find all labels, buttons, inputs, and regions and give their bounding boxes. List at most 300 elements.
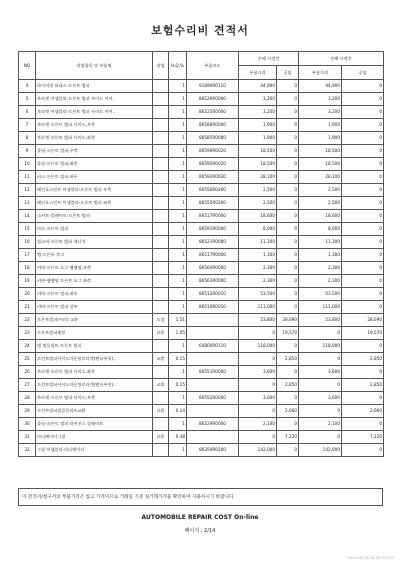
row-hq: 0.15 [169, 379, 187, 392]
row-before-parts: 2,500 [239, 184, 277, 197]
row-code: 86591R0000 [187, 223, 239, 236]
table-row [19, 249, 384, 262]
row-item: 업소버-프론트 범퍼 에너지 [36, 236, 153, 249]
row-after-parts: 0 [299, 379, 342, 392]
row-work: 교환 [153, 353, 169, 366]
row-work [153, 392, 169, 405]
row-before-labor: 0 [277, 106, 299, 119]
row-before-parts: 0 [239, 353, 277, 366]
row-after-parts: 1,900 [299, 119, 342, 132]
estimate-table [18, 51, 384, 457]
price-notice: 이 견적서/청구서의 부품가격은 참고 가격이므로 거래일 기준 실거래가격을 확인하여 사용하시기 바랍니다. [18, 488, 383, 506]
row-after-parts: 1,900 [299, 132, 342, 145]
row-after-parts: 142,000 [299, 444, 342, 457]
row-after-labor: 0 [342, 288, 384, 301]
row-before-labor: 0 [277, 444, 299, 457]
row-before-parts: 18,500 [239, 145, 277, 158]
row-after-labor: 0 [342, 340, 384, 353]
row-before-labor: 2,850 [277, 379, 299, 392]
row-item: 브라켓-프론트 범퍼 사이드,우측 [36, 119, 153, 132]
row-before-labor: 0 [277, 392, 299, 405]
row-after-parts: 28,100 [299, 171, 342, 184]
row-after-parts: 2,300 [299, 262, 342, 275]
row-before-labor: 0 [277, 197, 299, 210]
header-hq: H,Q,% [169, 52, 187, 80]
row-after-parts: 18,600 [299, 210, 342, 223]
row-after-labor: 0 [342, 444, 384, 457]
row-before-labor: 0 [277, 366, 299, 379]
row-code [187, 353, 239, 366]
row-work [153, 145, 169, 158]
row-before-parts: 118,000 [239, 340, 277, 353]
row-code: 86555R0200 [187, 197, 239, 210]
table-row [19, 431, 384, 444]
row-before-labor: 0 [277, 340, 299, 353]
row-after-labor: 2,850 [342, 379, 384, 392]
row-after-labor: 0 [342, 158, 384, 171]
row-after-parts: 18,500 [299, 158, 342, 171]
row-before-parts: 3,200 [239, 106, 277, 119]
row-item: 프론트범퍼(어퍼) 교환 [36, 314, 153, 327]
row-item: 라디에이터그릴 [36, 431, 153, 444]
row-work: 교환 [153, 327, 169, 340]
table-row [19, 366, 384, 379]
header-before: 손해 사정전 [239, 52, 299, 66]
row-before-labor: 0 [277, 301, 299, 314]
row-code: 91890R0110 [187, 80, 239, 93]
row-work [153, 301, 169, 314]
row-item: 하이어링 하네스-프론트 범퍼 [36, 80, 153, 93]
row-after-labor: 2,660 [342, 405, 384, 418]
row-before-parts: 2,500 [239, 197, 277, 210]
row-code: 86552R0000 [187, 392, 239, 405]
row-before-parts: 111,000 [239, 301, 277, 314]
row-code: 86556R0200 [187, 184, 239, 197]
row-code: 86529R0000 [187, 418, 239, 431]
row-before-labor: 0 [277, 93, 299, 106]
row-before-parts: 0 [239, 431, 277, 444]
row-before-parts: 44,900 [239, 80, 277, 93]
table-row [19, 262, 384, 275]
row-work [153, 340, 169, 353]
row-code: 86592R0020 [187, 171, 239, 184]
row-before-parts: 1,300 [239, 249, 277, 262]
row-no: 21 [19, 301, 36, 314]
row-hq: 0.15 [169, 353, 187, 366]
page-number: 페이지 : 2/14 [184, 528, 216, 534]
row-no: 14 [19, 210, 36, 223]
row-hq: 1 [169, 366, 187, 379]
row-after-labor: 28,690 [342, 314, 384, 327]
row-before-labor: 0 [277, 119, 299, 132]
row-work: 도장 [153, 314, 169, 327]
row-item: 커버-프론트 범퍼,좌우 [36, 288, 153, 301]
row-after-parts: 0 [299, 327, 342, 340]
row-no: 26 [19, 366, 36, 379]
row-after-labor: 0 [342, 210, 384, 223]
row-item: 브라켓-프론트 범퍼 사이드,좌측 [36, 132, 153, 145]
row-work: 교환 [153, 405, 169, 418]
row-before-parts: 53,500 [239, 288, 277, 301]
row-hq: 1 [169, 210, 187, 223]
row-code: 86350R0200 [187, 444, 239, 457]
row-item: 피스-프론트 범퍼,좌우 [36, 171, 153, 184]
header-after: 손해 사정후 [299, 52, 384, 66]
row-after-labor: 0 [342, 197, 384, 210]
row-no: 22 [19, 314, 36, 327]
row-code [187, 314, 239, 327]
row-after-labor: 0 [342, 366, 384, 379]
header-after-parts: 부품가격 [299, 66, 342, 80]
row-code [187, 379, 239, 392]
row-work [153, 132, 169, 145]
row-after-parts: 2,100 [299, 418, 342, 431]
row-hq: 1 [169, 301, 187, 314]
row-no: 16 [19, 236, 36, 249]
row-before-labor: 0 [277, 418, 299, 431]
table-row [19, 197, 384, 210]
row-code: 86596R0020 [187, 145, 239, 158]
row-before-labor: 7,220 [277, 431, 299, 444]
row-item: 몰딩-프론트 범퍼,좌측 [36, 158, 153, 171]
row-no: 24 [19, 340, 36, 353]
row-after-parts: 53,500 [299, 288, 342, 301]
row-hq: 1 [169, 80, 187, 93]
row-work [153, 366, 169, 379]
row-hq: 1 [169, 197, 187, 210]
row-code: 86517R0000 [187, 210, 239, 223]
table-row [19, 171, 384, 184]
table-row [19, 418, 384, 431]
row-item: 프런트범퍼사이드마운팅브라켓(펜더부착).. [36, 353, 153, 366]
header-work: 작업 [153, 52, 169, 80]
row-work [153, 418, 169, 431]
row-after-labor: 0 [342, 80, 384, 93]
table-row [19, 223, 384, 236]
row-hq: 1 [169, 249, 187, 262]
row-before-labor: 0 [277, 80, 299, 93]
row-after-parts: 3,200 [299, 93, 342, 106]
row-item: 프런트범퍼사이드마운팅브라켓(펜더부착).. [36, 379, 153, 392]
row-item: 프런트범퍼빔콤플리트교환 [36, 405, 153, 418]
row-after-parts: 18,500 [299, 145, 342, 158]
row-before-labor: 0 [277, 236, 299, 249]
row-no: 20 [19, 288, 36, 301]
row-code: 86586R0000 [187, 119, 239, 132]
row-after-parts: 0 [299, 353, 342, 366]
row-item: 몰딩-프론트 범퍼,우측 [36, 145, 153, 158]
footer-title: AUTOMOBILE REPAIR COST On-line [141, 514, 259, 521]
row-before-labor: 0 [277, 262, 299, 275]
row-hq: 0.14 [169, 405, 187, 418]
row-before-parts: 8,000 [239, 223, 277, 236]
row-before-labor: 0 [277, 223, 299, 236]
row-no: 25 [19, 353, 36, 366]
row-item: 라프-프론트 범퍼 [36, 223, 153, 236]
table-row [19, 184, 384, 197]
row-hq: 1 [169, 392, 187, 405]
row-hq: 1 [169, 145, 187, 158]
row-no: 18 [19, 262, 36, 275]
row-no: 11 [19, 171, 36, 184]
row-code: 86521R0000 [187, 236, 239, 249]
row-after-parts: 111,000 [299, 301, 342, 314]
row-no: 32 [19, 444, 36, 457]
row-work [153, 158, 169, 171]
row-before-labor: 19,570 [277, 327, 299, 340]
row-after-labor: 7,220 [342, 431, 384, 444]
row-after-parts: 0 [299, 431, 342, 444]
row-work [153, 236, 169, 249]
header-item: 작업항목 및 부품명 [36, 52, 153, 80]
row-item: 프론트범퍼패킹 [36, 327, 153, 340]
row-work: 교환 [153, 431, 169, 444]
row-no: 13 [19, 197, 36, 210]
row-after-parts: 53,800 [299, 314, 342, 327]
row-before-labor: 2,850 [277, 353, 299, 366]
row-no: 30 [19, 418, 36, 431]
row-hq: 1 [169, 275, 187, 288]
row-no: 12 [19, 184, 36, 197]
row-item: 스커트-플레이트-프론트 범퍼 [36, 210, 153, 223]
row-hq: 1 [169, 132, 187, 145]
row-hq: 1 [169, 288, 187, 301]
row-before-labor: 0 [277, 145, 299, 158]
print-timestamp: 2024-08-16 16:40:52 KST [347, 556, 394, 560]
table-row [19, 275, 384, 288]
row-no: 29 [19, 405, 36, 418]
row-work [153, 106, 169, 119]
row-after-labor: 0 [342, 132, 384, 145]
row-after-parts: 3,600 [299, 366, 342, 379]
row-after-parts: 11,300 [299, 236, 342, 249]
row-before-parts: 28,100 [239, 171, 277, 184]
row-after-parts: 44,900 [299, 80, 342, 93]
row-before-parts: 0 [239, 327, 277, 340]
row-before-parts: 2,100 [239, 418, 277, 431]
row-code: 86564R0000 [187, 262, 239, 275]
table-row [19, 132, 384, 145]
row-after-labor: 0 [342, 275, 384, 288]
row-after-labor: 0 [342, 119, 384, 132]
header-before-labor: 공임 [277, 66, 299, 80]
row-item: 브라켓 어셈블리-프론트 범퍼 사이드 이어.. [36, 93, 153, 106]
row-work: 교환 [153, 379, 169, 392]
row-item: 캡-프론트 후크 [36, 249, 153, 262]
row-after-parts: 8,000 [299, 223, 342, 236]
row-hq: 1 [169, 418, 187, 431]
row-hq: 1.51 [169, 314, 187, 327]
table-row [19, 353, 384, 366]
table-row [19, 158, 384, 171]
row-after-labor: 0 [342, 145, 384, 158]
row-code: 86551R0000 [187, 366, 239, 379]
row-before-parts: 18,500 [239, 158, 277, 171]
row-after-labor: 0 [342, 184, 384, 197]
row-no: 31 [19, 431, 36, 444]
row-after-parts: 2,500 [299, 184, 342, 197]
row-hq: 1 [169, 444, 187, 457]
row-item: 커버-프론트 포그 램램핑,우측 [36, 262, 153, 275]
row-before-parts: 53,800 [239, 314, 277, 327]
row-before-parts: 2,300 [239, 275, 277, 288]
row-before-parts: 0 [239, 379, 277, 392]
row-hq: 1 [169, 119, 187, 132]
row-no: 19 [19, 275, 36, 288]
table-row [19, 392, 384, 405]
row-code: 86510R0010 [187, 301, 239, 314]
row-after-labor: 0 [342, 93, 384, 106]
row-hq: 1 [169, 93, 187, 106]
table-body [19, 80, 384, 457]
row-after-parts: 2,300 [299, 275, 342, 288]
row-after-labor: 0 [342, 106, 384, 119]
row-code: 86526R0000 [187, 93, 239, 106]
row-before-parts: 142,000 [239, 444, 277, 457]
table-row [19, 301, 384, 314]
row-code: 86517R0000 [187, 249, 239, 262]
header-before-parts: 부품가격 [239, 66, 277, 80]
row-code [187, 405, 239, 418]
row-before-labor: 0 [277, 288, 299, 301]
row-code: 86595R0020 [187, 158, 239, 171]
row-no: 5 [19, 93, 36, 106]
row-after-labor: 2,850 [342, 353, 384, 366]
row-work [153, 262, 169, 275]
row-work [153, 171, 169, 184]
row-after-parts: 1,300 [299, 249, 342, 262]
row-hq: 0.38 [169, 431, 187, 444]
table-row [19, 93, 384, 106]
table-row [19, 444, 384, 457]
row-item: 몰딩-프론트 범퍼 라이선스 플레이트 [36, 418, 153, 431]
row-before-parts: 3,200 [239, 93, 277, 106]
row-item: 브라켓-프론트 범퍼 사이드,우측 [36, 392, 153, 405]
header-after-labor: 공임 [342, 66, 384, 80]
row-before-labor: 0 [277, 171, 299, 184]
row-work [153, 197, 169, 210]
table-row [19, 145, 384, 158]
row-after-parts: 3,200 [299, 106, 342, 119]
row-after-labor: 0 [342, 262, 384, 275]
row-code: 86585R0000 [187, 132, 239, 145]
row-no: 7 [19, 119, 36, 132]
row-after-labor: 0 [342, 249, 384, 262]
row-item: 브라켓-프론트 범퍼 사이드,좌측 [36, 366, 153, 379]
row-no: 9 [19, 145, 36, 158]
table-header-row [19, 52, 384, 66]
row-after-labor: 0 [342, 223, 384, 236]
table-row [19, 210, 384, 223]
header-no: NO [19, 52, 36, 80]
row-before-parts: 0 [239, 405, 277, 418]
row-hq: 1 [169, 236, 187, 249]
row-after-parts: 0 [299, 405, 342, 418]
table-row [19, 314, 384, 327]
row-work [153, 184, 169, 197]
row-no: 17 [19, 249, 36, 262]
row-after-labor: 0 [342, 392, 384, 405]
row-no: 23 [19, 327, 36, 340]
row-no: 15 [19, 223, 36, 236]
row-hq: 1 [169, 340, 187, 353]
row-item: 레인포스먼트 어셈블리-프론트 범퍼 우측 [36, 184, 153, 197]
row-before-parts: 18,600 [239, 210, 277, 223]
row-before-labor: 0 [277, 249, 299, 262]
row-no: 10 [19, 158, 36, 171]
row-before-parts: 1,900 [239, 119, 277, 132]
row-code [187, 431, 239, 444]
row-code: 64800R0110 [187, 340, 239, 353]
row-work [153, 288, 169, 301]
row-after-parts: 3,600 [299, 392, 342, 405]
row-hq: 1 [169, 171, 187, 184]
row-after-labor: 19,570 [342, 327, 384, 340]
row-hq: 1 [169, 106, 187, 119]
row-no: 27 [19, 379, 36, 392]
table-row [19, 379, 384, 392]
row-hq: 1.05 [169, 327, 187, 340]
row-work [153, 119, 169, 132]
row-before-parts: 2,300 [239, 262, 277, 275]
row-work [153, 275, 169, 288]
row-item: 그릴 어셈블리-라디에이터 [36, 444, 153, 457]
table-row [19, 405, 384, 418]
row-work [153, 223, 169, 236]
row-before-labor: 0 [277, 184, 299, 197]
row-no: 4 [19, 80, 36, 93]
row-item: 커버-램램핑 프론트 포그 좌측 [36, 275, 153, 288]
row-before-parts: 1,900 [239, 132, 277, 145]
row-work [153, 80, 169, 93]
row-after-labor: 0 [342, 236, 384, 249]
row-work [153, 444, 169, 457]
row-item: 범 컴플리트-프론트 범퍼 [36, 340, 153, 353]
row-item: 브라켓 어셈블리-프론트 범퍼 사이드 이어.. [36, 106, 153, 119]
header-code: 부품코드 [187, 52, 239, 80]
row-item: 커버-프론트 범퍼 상부 [36, 301, 153, 314]
row-code: 86525R0000 [187, 106, 239, 119]
table-row [19, 119, 384, 132]
table-row [19, 236, 384, 249]
row-before-parts: 3,600 [239, 366, 277, 379]
row-before-parts: 11,300 [239, 236, 277, 249]
row-no: 28 [19, 392, 36, 405]
row-code: 86563R0000 [187, 275, 239, 288]
row-before-labor: 0 [277, 210, 299, 223]
row-before-labor: 0 [277, 158, 299, 171]
row-after-labor: 0 [342, 171, 384, 184]
row-before-labor: 2,660 [277, 405, 299, 418]
row-after-parts: 118,000 [299, 340, 342, 353]
row-before-labor: 28,690 [277, 314, 299, 327]
row-code: 86512R0010 [187, 288, 239, 301]
table-row [19, 340, 384, 353]
row-hq: 1 [169, 158, 187, 171]
row-work [153, 249, 169, 262]
row-item: 레인포스먼트 어셈블리-프론트 범퍼 좌측 [36, 197, 153, 210]
document-title: 보험수리비 견적서 [151, 24, 249, 37]
row-code [187, 327, 239, 340]
table-row [19, 106, 384, 119]
table-row [19, 288, 384, 301]
row-before-parts: 3,600 [239, 392, 277, 405]
row-work [153, 210, 169, 223]
row-hq: 1 [169, 184, 187, 197]
row-no: 6 [19, 106, 36, 119]
row-after-parts: 2,500 [299, 197, 342, 210]
table-row [19, 80, 384, 93]
